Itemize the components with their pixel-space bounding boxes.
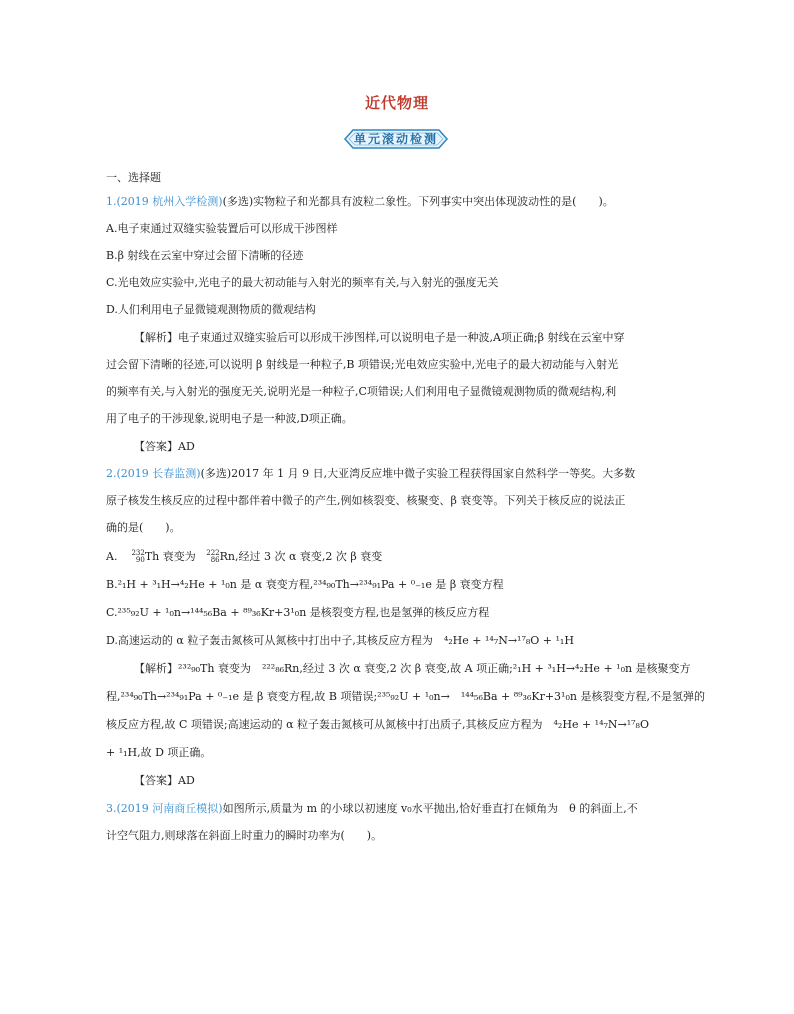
option-d: D.高速运动的 α 粒子轰击氮核可从氮核中打出中子,其核反应方程为 ⁴₂He + ¹⁴₇N→¹⁷₈O + ¹₁H bbox=[106, 634, 574, 647]
option-a: A. 232 90Th 衰变为 222 86Rn,经过 3 次 α 衰变,2 次 β 衰变 bbox=[106, 549, 383, 564]
analysis-line: 核反应方程,故 C 项错误;高速运动的 α 粒子轰击氮核可从氮核中打出质子,其核反应方程为 ⁴₂He + ¹⁴₇N→¹⁷₈O bbox=[106, 718, 649, 731]
question-number: 2. bbox=[106, 467, 117, 480]
question-2-stem bbox=[106, 467, 635, 481]
question-3-stem bbox=[106, 802, 638, 816]
question-text: (多选)2017 年 1 月 9 日,大亚湾反应堆中微子实验工程获得国家自然科学一等奖。大多数 bbox=[200, 467, 636, 480]
analysis-line: 过会留下清晰的径迹,可以说明 β 射线是一种粒子,B 项错误;光电效应实验中,光电子的最大初动能与入射光 bbox=[106, 358, 619, 371]
analysis-line: 【解析】²³²₉₀Th 衰变为 ²²²₈₆Rn,经过 3 次 α 衰变,2 次 β 衰变,故 A 项正确;²₁H + ³₁H→⁴₂He + ¹₀n 是核聚变方 bbox=[134, 662, 691, 675]
question-text: 原子核发生核反应的过程中都伴着中微子的产生,例如核裂变、核聚变、β 衰变等。下列关于核反应的说法正 bbox=[106, 494, 626, 507]
analysis-line: 程,²³⁴₉₀Th→²³⁴₉₁Pa + ⁰₋₁e 是 β 衰变方程,故 B 项错误;²³⁵₉₂U + ¹₀n→ ¹⁴⁴₅₆Ba + ⁸⁹₃₆Kr+3¹₀n 是核裂变方程,不是氢弹的 bbox=[106, 690, 705, 703]
option-b: B.²₁H + ³₁H→⁴₂He + ¹₀n 是 α 衰变方程,²³⁴₉₀Th→²³⁴₉₁Pa + ⁰₋₁e 是 β 衰变方程 bbox=[106, 578, 504, 591]
page-title: 近代物理 bbox=[364, 94, 429, 112]
option-c: C.光电效应实验中,光电子的最大初动能与入射光的频率有关,与入射光的强度无关 bbox=[106, 276, 499, 289]
question-text: 确的是( )。 bbox=[106, 521, 181, 534]
question-source: (2019 长春监测) bbox=[116, 467, 201, 480]
question-source: (2019 杭州入学检测) bbox=[116, 195, 223, 208]
analysis-line: 用了电子的干涉现象,说明电子是一种波,D项正确。 bbox=[106, 412, 353, 425]
analysis-line: 的频率有关,与入射光的强度无关,说明光是一种粒子,C项错误;人们利用电子显微镜观测物质的微观结构,利 bbox=[106, 385, 617, 398]
analysis-line: 【解析】电子束通过双缝实验后可以形成干涉图样,可以说明电子是一种波,A项正确;β 射线在云室中穿 bbox=[134, 331, 625, 344]
question-1-stem bbox=[106, 195, 614, 209]
question-text: (多选)实物粒子和光都具有波粒二象性。下列事实中突出体现波动性的是( )。 bbox=[222, 195, 614, 208]
answer-line: 【答案】AD bbox=[134, 774, 195, 787]
badge-label: 单元滚动检测 bbox=[353, 132, 438, 146]
option-d: D.人们利用电子显微镜观测物质的微观结构 bbox=[106, 303, 316, 316]
section-heading: 一、选择题 bbox=[106, 171, 161, 184]
answer-line: 【答案】AD bbox=[134, 440, 195, 453]
analysis-line: + ¹₁H,故 D 项正确。 bbox=[106, 746, 212, 759]
question-number: 1. bbox=[106, 195, 117, 208]
option-c: C.²³⁵₉₂U + ¹₀n→¹⁴⁴₅₆Ba + ⁸⁹₃₆Kr+3¹₀n 是核裂变方程,也是氢弹的核反应方程 bbox=[106, 606, 490, 619]
unit-badge bbox=[343, 128, 449, 150]
question-text: 如图所示,质量为 m 的小球以初速度 v₀水平抛出,恰好垂直打在倾角为 θ 的斜面上,不 bbox=[222, 802, 638, 815]
option-b: B.β 射线在云室中穿过会留下清晰的径迹 bbox=[106, 249, 304, 262]
question-source: (2019 河南商丘模拟) bbox=[116, 802, 223, 815]
option-a: A.电子束通过双缝实验装置后可以形成干涉图样 bbox=[106, 222, 338, 235]
question-text: 计空气阻力,则球落在斜面上时重力的瞬时功率为( )。 bbox=[106, 829, 383, 842]
question-number: 3. bbox=[106, 802, 117, 815]
